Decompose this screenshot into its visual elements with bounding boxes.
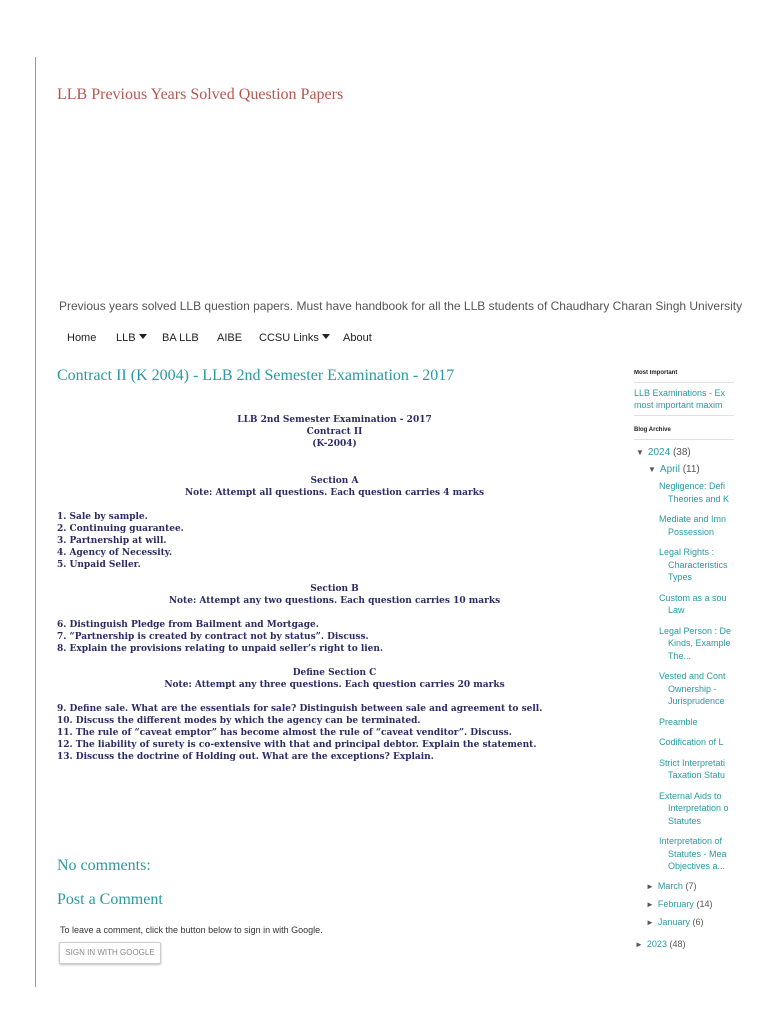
link-line: Legal Person : De: [659, 625, 732, 636]
question: 12. The liability of surety is co-extensive with that and principal debtor. Explain the statement.: [57, 740, 537, 750]
question: 10. Discuss the different modes by which the agency can be terminated.: [57, 716, 421, 726]
archive-post-link[interactable]: [659, 716, 768, 729]
section-b-heading: Section B: [310, 584, 359, 594]
left-border-line: [35, 57, 36, 987]
month-label: March: [657, 880, 683, 891]
question: 5. Unpaid Seller.: [57, 560, 141, 570]
question: 2. Continuing guarantee.: [57, 524, 184, 534]
caret-down-icon: [322, 334, 330, 339]
question: 1. Sale by sample.: [57, 512, 148, 522]
collapsed-triangle-icon[interactable]: ►: [646, 881, 654, 891]
exam-header: [57, 414, 612, 450]
year-count: (48): [669, 938, 686, 949]
nav-aibe[interactable]: [217, 332, 259, 344]
caret-down-icon: [139, 334, 147, 339]
link-line: Objectives a...: [668, 861, 726, 871]
exam-code: (K-2004): [312, 439, 357, 449]
link-line: Types: [668, 572, 693, 582]
archive-post-link[interactable]: [659, 670, 768, 708]
collapsed-triangle-icon[interactable]: ►: [646, 917, 654, 927]
question: 13. Discuss the doctrine of Holding out. What are the exceptions? Explain.: [57, 752, 434, 762]
question: 9. Define sale. What are the essentials for sale? Distinguish between sale and agreement to sell.: [57, 704, 543, 714]
link-line: LLB Examinations - Ex: [634, 388, 726, 398]
link-line: Preamble: [659, 716, 698, 727]
nav-label: AIBE: [217, 332, 243, 344]
nav-label: CCSU Links: [259, 332, 319, 344]
nav-label: Home: [67, 332, 97, 344]
link-line: Interpretation o: [668, 803, 729, 813]
no-comments-heading: No comments:: [57, 857, 151, 874]
link-line: Jurisprudence: [668, 696, 725, 706]
nav-about[interactable]: [343, 332, 383, 344]
archive-post-link[interactable]: [659, 546, 768, 584]
nav-label: LLB: [116, 332, 136, 344]
link-line: Strict Interpretati: [659, 757, 726, 768]
month-count: (6): [692, 916, 704, 927]
link-line: Vested and Cont: [659, 671, 726, 681]
most-important-heading: Most Important: [634, 370, 678, 376]
section-c-heading: Define Section C: [292, 668, 377, 678]
link-line: Law: [668, 605, 685, 615]
month-label: April: [659, 464, 680, 475]
archive-month-february[interactable]: [646, 899, 768, 909]
archive-post-link[interactable]: [659, 790, 768, 828]
post-comment-heading: Post a Comment: [57, 891, 163, 908]
archive-year-2024[interactable]: [636, 447, 768, 458]
expanded-triangle-icon[interactable]: ▼: [636, 448, 644, 457]
archive-post-link[interactable]: [659, 757, 768, 782]
most-important-link[interactable]: [634, 387, 768, 411]
link-line: Legal Rights :: [659, 547, 715, 557]
question: 6. Distinguish Pledge from Bailment and Mortgage.: [57, 620, 319, 630]
archive-month-march[interactable]: [646, 881, 768, 891]
main-nav: [67, 332, 383, 344]
link-line: most important maxim: [634, 400, 723, 410]
archive-post-link[interactable]: [659, 625, 768, 663]
link-line: External Aids to: [659, 790, 722, 801]
expanded-triangle-icon[interactable]: ▼: [648, 465, 656, 474]
site-title[interactable]: LLB Previous Years Solved Question Papers: [57, 86, 344, 103]
link-line: Characteristics: [668, 559, 728, 570]
archive-post-link[interactable]: [659, 835, 768, 873]
question: 7. “Partnership is created by contract not by status”. Discuss.: [57, 632, 369, 642]
link-line: Negligence: Defi: [659, 481, 726, 491]
link-line: Custom as a sou: [659, 592, 727, 603]
site-description: Previous years solved LLB question papers. Must have handbook for all the LLB students of Chaudhary Charan Singh University: [59, 299, 743, 313]
month-count: (11): [682, 464, 700, 475]
archive-post-link[interactable]: [659, 592, 768, 617]
question: 8. Explain the provisions relating to unpaid seller’s right to lien.: [57, 644, 384, 654]
post-body: [57, 414, 612, 763]
question: 4. Agency of Necessity.: [57, 548, 173, 558]
question: 3. Partnership at will.: [57, 536, 167, 546]
month-label: January: [657, 916, 690, 927]
link-line: Codification of L: [659, 737, 724, 747]
year-count: (38): [672, 447, 691, 458]
sidebar: [634, 370, 768, 949]
exam-name: LLB 2nd Semester Examination - 2017: [237, 415, 432, 425]
link-line: Theories and K: [668, 493, 730, 504]
comment-instructions: To leave a comment, click the button below to sign in with Google.: [60, 925, 323, 935]
link-line: Statutes - Mea: [668, 848, 727, 859]
nav-ccsu-links[interactable]: [259, 332, 343, 344]
post-title[interactable]: Contract II (K 2004) - LLB 2nd Semester Examination - 2017: [57, 367, 455, 384]
collapsed-triangle-icon[interactable]: ►: [635, 939, 643, 949]
archive-year-2023[interactable]: [635, 939, 768, 949]
sign-in-with-google-button[interactable]: SIGN IN WITH GOOGLE: [59, 942, 161, 964]
link-line: The...: [668, 650, 692, 661]
section-a-note: Note: Attempt all questions. Each question carries 4 marks: [184, 488, 485, 498]
nav-label: About: [343, 332, 372, 344]
nav-label: BA LLB: [162, 332, 199, 344]
archive-post-link[interactable]: [659, 513, 768, 538]
link-line: Mediate and Imn: [659, 514, 727, 524]
nav-llb[interactable]: [116, 332, 162, 344]
section-c-note: Note: Attempt any three questions. Each question carries 20 marks: [164, 680, 505, 690]
link-line: Statutes: [668, 815, 702, 826]
collapsed-triangle-icon[interactable]: ►: [646, 899, 654, 909]
section-a-heading: Section A: [310, 476, 359, 486]
link-line: Ownership -: [668, 683, 717, 694]
archive-month-january[interactable]: [646, 917, 768, 927]
link-line: Kinds, Example: [668, 638, 731, 648]
year-label: 2024: [647, 447, 671, 458]
blog-archive-heading: Blog Archive: [634, 427, 671, 433]
exam-subject: Contract II: [306, 427, 363, 437]
month-label: February: [657, 898, 694, 909]
month-count: (7): [685, 880, 697, 891]
link-line: Interpretation of: [659, 836, 723, 846]
archive-post-link[interactable]: [659, 480, 768, 505]
question: 11. The rule of “caveat emptor” has become almost the rule of “caveat venditor”. Discuss.: [57, 728, 512, 738]
section-b-note: Note: Attempt any two questions. Each question carries 10 marks: [168, 596, 501, 606]
archive-month-april[interactable]: [648, 464, 768, 475]
nav-ba-llb[interactable]: [162, 332, 217, 344]
link-line: Possession: [668, 526, 715, 537]
nav-home[interactable]: [67, 332, 116, 344]
year-label: 2023: [646, 938, 667, 949]
link-line: Taxation Statu: [668, 770, 726, 780]
month-count: (14): [696, 898, 713, 909]
archive-post-link[interactable]: [659, 736, 768, 749]
